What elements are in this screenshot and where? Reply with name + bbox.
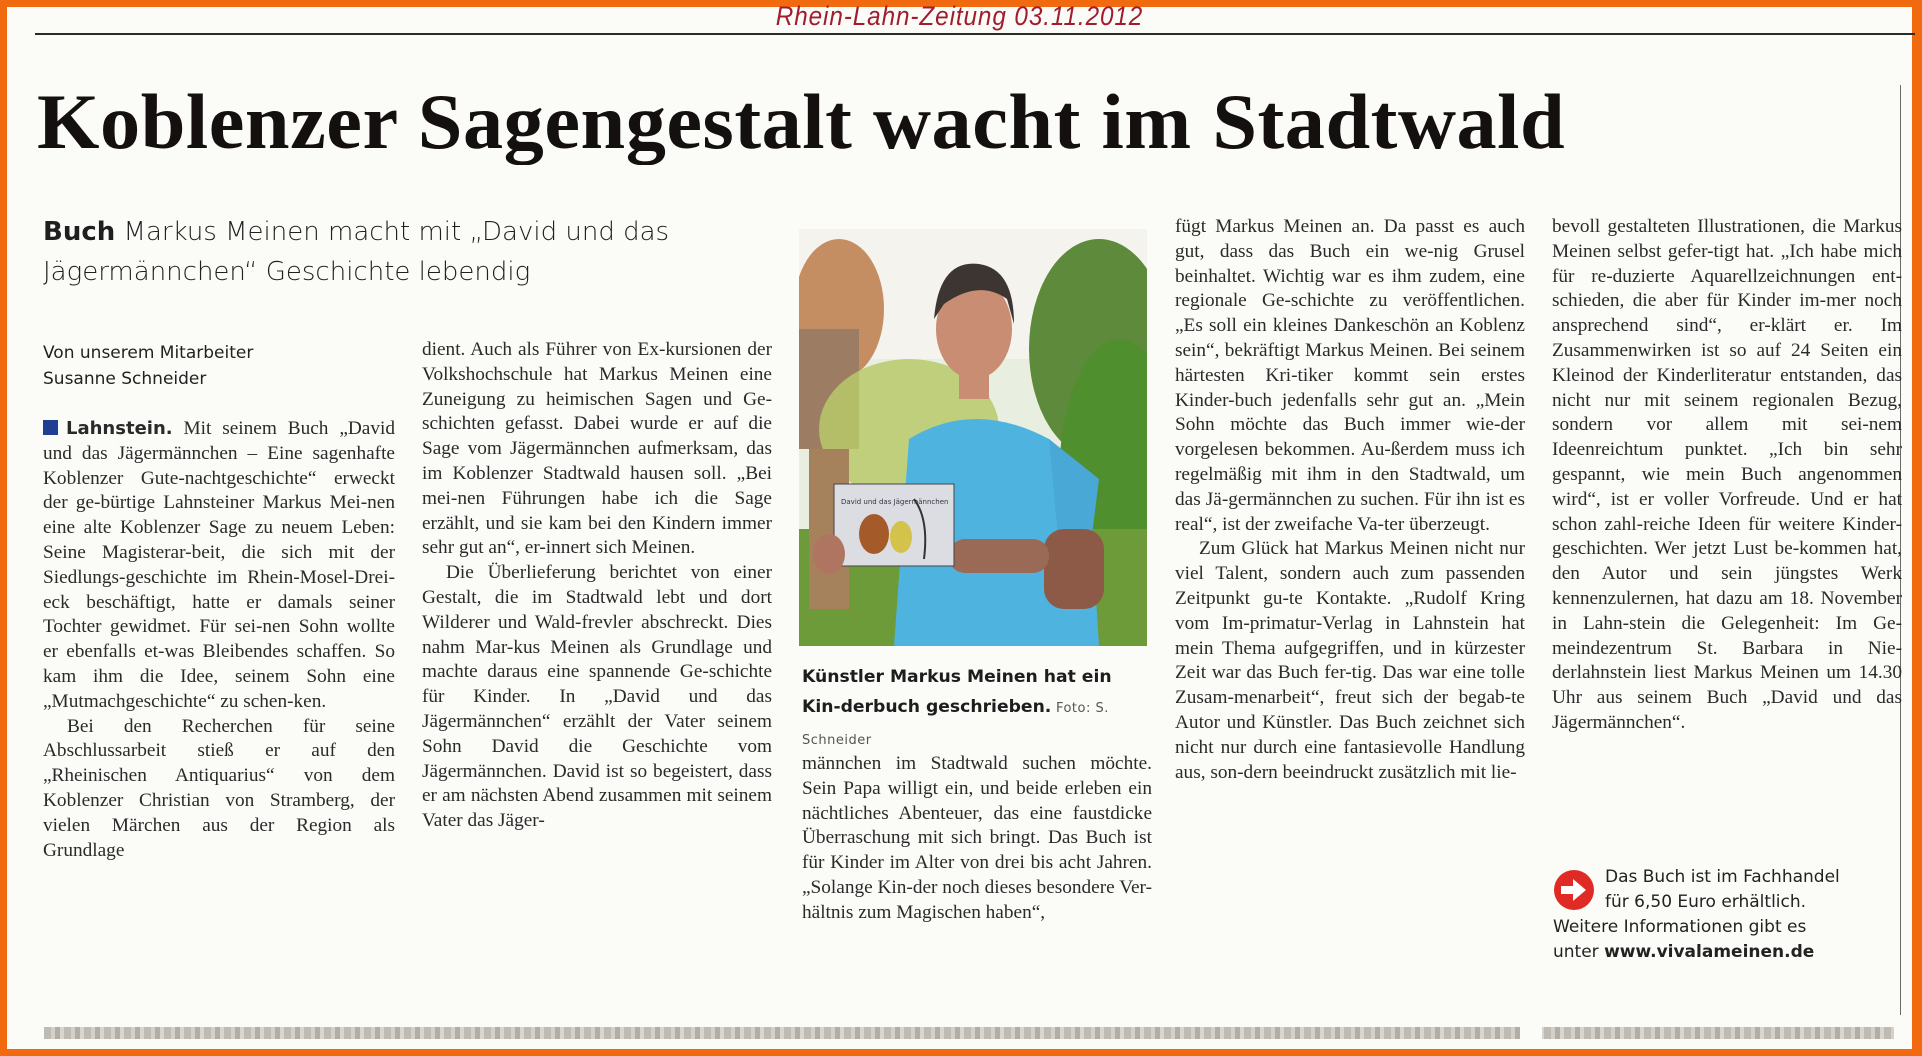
paragraph-text: Mit seinem Buch „David und das Jägermännchen – Eine sagenhafte Koblenzer Gute-nachtgeschichte“ erweckt der ge-bürtige Lahnsteiner Markus Mei-nen eine alte Koblenzer Sage zu neuem Leben: Seine Magisterar-beit, die sich mit der Siedlungs-geschichte im Rhein-Mosel-Drei-eck beschäftigt, hatte er damals seiner Tochter gewidmet. Für sei-nen Sohn wollte er ebenfalls et-was Bleibendes schaffen. So kam ihm die Idee, seinem Sohn eine „Mutmachgeschichte“ zu schen-ken. — [43, 418, 395, 712]
article-column-1 — [43, 417, 395, 863]
article-paragraph: dient. Auch als Führer von Ex-kursionen der Volkshochschule hat Markus Meinen eine Zuneigung zu heimischen Sagen und Ge-schichten gefasst. Dabei wurde er auf die Sage vom Jägermännchen aufmerksam, das im Koblenzer Stadtwald hausen soll. „Bei mei-nen Führungen habe ich die Sage erzählt, und sie kam bei den Kindern immer sehr gut an“, er-innert sich Meinen. — [422, 339, 772, 559]
photo-illustration — [799, 229, 1147, 646]
scan-edge-strip — [44, 1027, 1894, 1039]
newspaper-clipping — [7, 1, 1912, 1049]
dateline: Lahnstein. — [66, 418, 173, 439]
headline: Koblenzer Sagengestalt wacht im Stadtwald — [37, 78, 1566, 165]
website-link[interactable]: www.vivalameinen.de — [1604, 942, 1815, 962]
article-paragraph: Bei den Recherchen für seine Abschlussarbeit stieß er auf den „Rheinischen Antiquarius“ von dem Koblenzer Christian von Stramberg, der vielen Märchen aus der Region als Grundlage — [43, 715, 395, 861]
article-paragraph: männchen im Stadtwald suchen möchte. Sein Papa willigt ein, und beide erleben ein nächtliches Abenteuer, das eine faustdicke Überraschung mit sich bringt. Das Buch ist für Kinder im Alter von drei bis acht Jahren. „Solange Kin-der noch dieses besondere Ver-hältnis zum Magischen haben“, — [802, 753, 1152, 923]
byline-author: Susanne Schneider — [43, 369, 207, 389]
article-column-4 — [1175, 215, 1525, 785]
article-column-3 — [802, 752, 1152, 926]
masthead: Rhein-Lahn-Zeitung 03.11.2012 — [775, 1, 1144, 31]
article-paragraph: bevoll gestalteten Illustrationen, die Markus Meinen selbst gefer-tigt hat. „Ich habe mich für re-duzierte Aquarellzeichnungen ent-schieden, die aber für Kinder im-mer noch ansprechend sind“, er-klärt er. Im Zusammenwirken ist so auf 24 Seiten ein Kleinod der Kinderliteratur entstanden, das nicht nur mit seinem regionalen Bezug, sondern vor allem mit sei-nem Ideenreichtum punktet. „Ich bin sehr gespannt, wie mein Buch angenommen wird“, ist er voller Vorfreude. Und er hat schon zahl-reiche Ideen für weitere Kinder-geschichten. Wer jetzt Lust be-kommen hat, den Autor und sein jüngstes Werk kennenzulernen, hat dazu am 18. November in Lahn-stein die Gelegenheit: Im Ge-meindezentrum St. Barbara in Nie-derlahnstein liest Markus Meinen um 14.30 Uhr aus seinem Buch „David und das Jägermännchen“. — [1552, 216, 1902, 733]
masthead-rule — [35, 33, 1915, 35]
info-line-3: Weitere Informationen gibt es — [1553, 917, 1807, 937]
info-prefix: unter — [1553, 942, 1605, 962]
scan-edge-gap — [1520, 1024, 1542, 1042]
subhead-text: Markus Meinen macht mit „David und das Jägermännchen“ Geschichte lebendig — [43, 217, 670, 287]
article-paragraph: fügt Markus Meinen an. Da passt es auch gut, dass das Buch ein we-nig Grusel beinhaltet. Wichtig war es ihm zudem, eine regionale Ge-schichte zu veröffentlichen. „Es soll ein kleines Dankeschön an Koblenz sein“, bekräftigt Markus Meinen. Bei seinem härtesten Kri-tiker kommt sein erstes Kinder-buch jedenfalls sehr gut an. „Mein Sohn möchte das Buch immer wie-der vorgelesen bekommen. Au-ßerdem muss ich regelmäßig mit ihm in den Stadtwald, um das Jä-germännchen zu suchen. Für ihn ist es real“, ist der zweifache Va-ter überzeugt. — [1175, 216, 1525, 535]
photo-caption — [802, 662, 1152, 756]
info-line-1: Das Buch ist im Fachhandel — [1605, 867, 1840, 887]
info-box — [1553, 865, 1903, 965]
article-paragraph: Die Überlieferung berichtet von einer Gestalt, die im Stadtwald lebt und dort Wilderer und Wald-frevler abschreckt. Dies nahm Mar-kus Meinen als Grundlage und machte daraus eine spannende Ge-schichte für Kinder. In „David und das Jägermännchen“ erzählt der Vater seinem Sohn David die Geschichte vom Jägermännchen. David ist so begeistert, dass er am nächsten Abend zusammen mit seinem Vater das Jäger- — [422, 562, 772, 832]
caption-text: Künstler Markus Meinen hat ein Kin-derbuch geschrieben. — [802, 667, 1112, 717]
article-column-5 — [1552, 215, 1902, 736]
article-paragraph: Zum Glück hat Markus Meinen nicht nur viel Talent, sondern auch zum passenden Zeitpunkt gu-te Kontakte. „Rudolf Kring vom Im-primatur-Verlag in Lahnstein hat mein Thema aufgegriffen, und in kürzester Zeit war das Buch fer-tig. Das war eine tolle Zusam-menarbeit“, freut sich der begab-te Autor und Künstler. Das Buch zeichnet sich nicht nur durch eine fantasievolle Handlung aus, son-dern beeindruckt zusätzlich mit lie- — [1175, 538, 1525, 783]
article-paragraph — [43, 417, 395, 715]
subheadline — [43, 212, 763, 292]
dateline-square-icon — [43, 420, 58, 435]
svg-text:David und das Jägermännchen: David und das Jägermännchen — [841, 498, 949, 506]
byline — [43, 340, 363, 392]
byline-role: Von unserem Mitarbeiter — [43, 343, 254, 363]
info-line-2: für 6,50 Euro erhältlich. — [1605, 892, 1807, 912]
info-line-4 — [1553, 940, 1903, 965]
subhead-kicker: Buch — [43, 217, 116, 247]
article-photo — [799, 229, 1147, 646]
photo-credit: Foto: S. Schneider — [802, 701, 1109, 748]
arrow-right-circle-icon — [1553, 869, 1595, 911]
article-column-2 — [422, 338, 772, 834]
